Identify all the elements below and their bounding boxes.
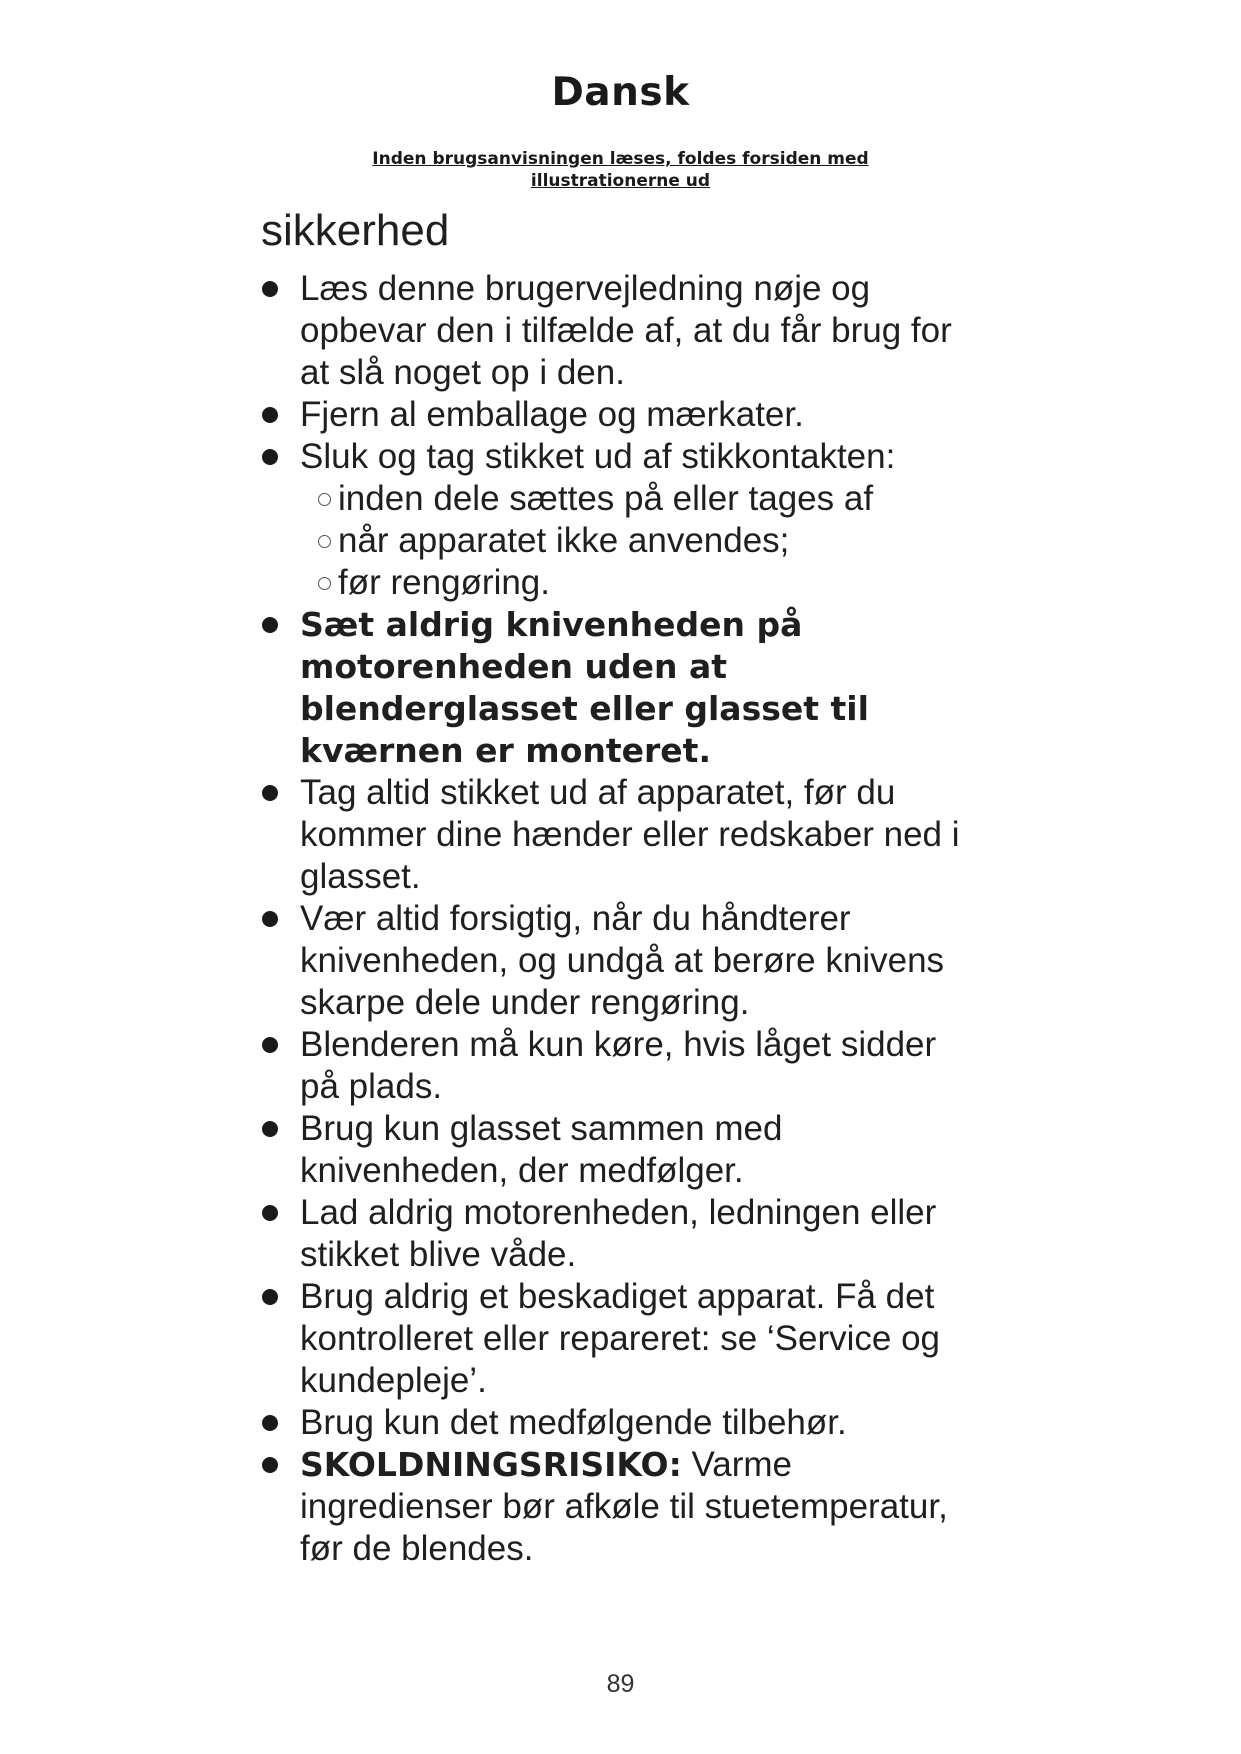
list-item — [261, 268, 981, 394]
sub-list-item-text: før rengøring. — [338, 563, 550, 602]
page-title: Dansk — [551, 70, 690, 115]
bullet-icon — [262, 1037, 278, 1053]
bullet-icon — [262, 281, 278, 297]
list-item-scalding-warning — [261, 1444, 981, 1570]
list-item — [261, 1108, 981, 1192]
fold-instruction-line-2: illustrationerne ud — [530, 171, 711, 191]
list-item-text: Brug kun det medfølgende tilbehør. — [300, 1403, 847, 1442]
bullet-icon — [262, 1205, 278, 1221]
list-item — [261, 1276, 981, 1402]
list-item-text: Lad aldrig motorenheden, ledningen eller stikket blive våde. — [300, 1193, 937, 1274]
fold-instruction-line-1: Inden brugsanvisningen læses, foldes forsiden med — [372, 149, 869, 169]
fold-instruction — [330, 148, 911, 192]
bullet-icon — [262, 785, 278, 801]
circle-bullet-icon — [318, 535, 331, 548]
safety-list — [261, 268, 981, 1570]
list-item — [261, 436, 981, 604]
list-item-text: Sæt aldrig knivenheden på motorenheden uden at blenderglasset eller glasset til kværnen er monteret. — [300, 605, 869, 770]
bullet-icon — [262, 617, 278, 633]
bullet-icon — [262, 1121, 278, 1137]
list-item — [261, 772, 981, 898]
bullet-icon — [262, 449, 278, 465]
sub-list-item — [318, 520, 981, 562]
list-item — [261, 898, 981, 1024]
circle-bullet-icon — [318, 493, 331, 506]
list-item — [261, 1192, 981, 1276]
warning-text: Varme ingredienser bør afkøle til stuetemperatur, før de blendes. — [300, 1445, 948, 1568]
list-item — [261, 1402, 981, 1444]
sub-list-item — [318, 562, 981, 604]
warning-label: SKOLDNINGSRISIKO: — [300, 1445, 682, 1484]
bullet-icon — [262, 911, 278, 927]
sub-list-item — [318, 478, 981, 520]
list-item-warning — [261, 604, 981, 772]
sub-list-item-text: når apparatet ikke anvendes; — [338, 521, 790, 560]
bullet-icon — [262, 1415, 278, 1431]
section-title: sikkerhed — [261, 206, 450, 255]
list-item — [261, 1024, 981, 1108]
list-item-text: Sluk og tag stikket ud af stikkontakten: — [300, 437, 896, 476]
page-number: 89 — [606, 1670, 635, 1698]
sub-list-item-text: inden dele sættes på eller tages af — [338, 479, 874, 518]
list-item-text: Fjern al emballage og mærkater. — [300, 395, 804, 434]
list-item-text: Brug aldrig et beskadiget apparat. Få det kontrolleret eller repareret: se ‘Service og kundepleje’. — [300, 1277, 941, 1400]
list-item-text: Brug kun glasset sammen med knivenheden, der medfølger. — [300, 1109, 783, 1190]
list-item-text: Blenderen må kun køre, hvis låget sidder på plads. — [300, 1025, 937, 1106]
list-item-text: Læs denne brugervejledning nøje og opbevar den i tilfælde af, at du får brug for at slå noget op i den. — [300, 269, 952, 392]
bullet-icon — [262, 1457, 278, 1473]
bullet-icon — [262, 407, 278, 423]
list-item-text: Vær altid forsigtig, når du håndterer knivenheden, og undgå at berøre knivens skarpe dele under rengøring. — [300, 899, 945, 1022]
list-item-text: Tag altid stikket ud af apparatet, før du kommer dine hænder eller redskaber ned i glasset. — [300, 773, 960, 896]
list-item-text — [300, 1444, 981, 1570]
circle-bullet-icon — [318, 577, 331, 590]
sub-list — [300, 478, 981, 604]
list-item — [261, 394, 981, 436]
bullet-icon — [262, 1289, 278, 1305]
